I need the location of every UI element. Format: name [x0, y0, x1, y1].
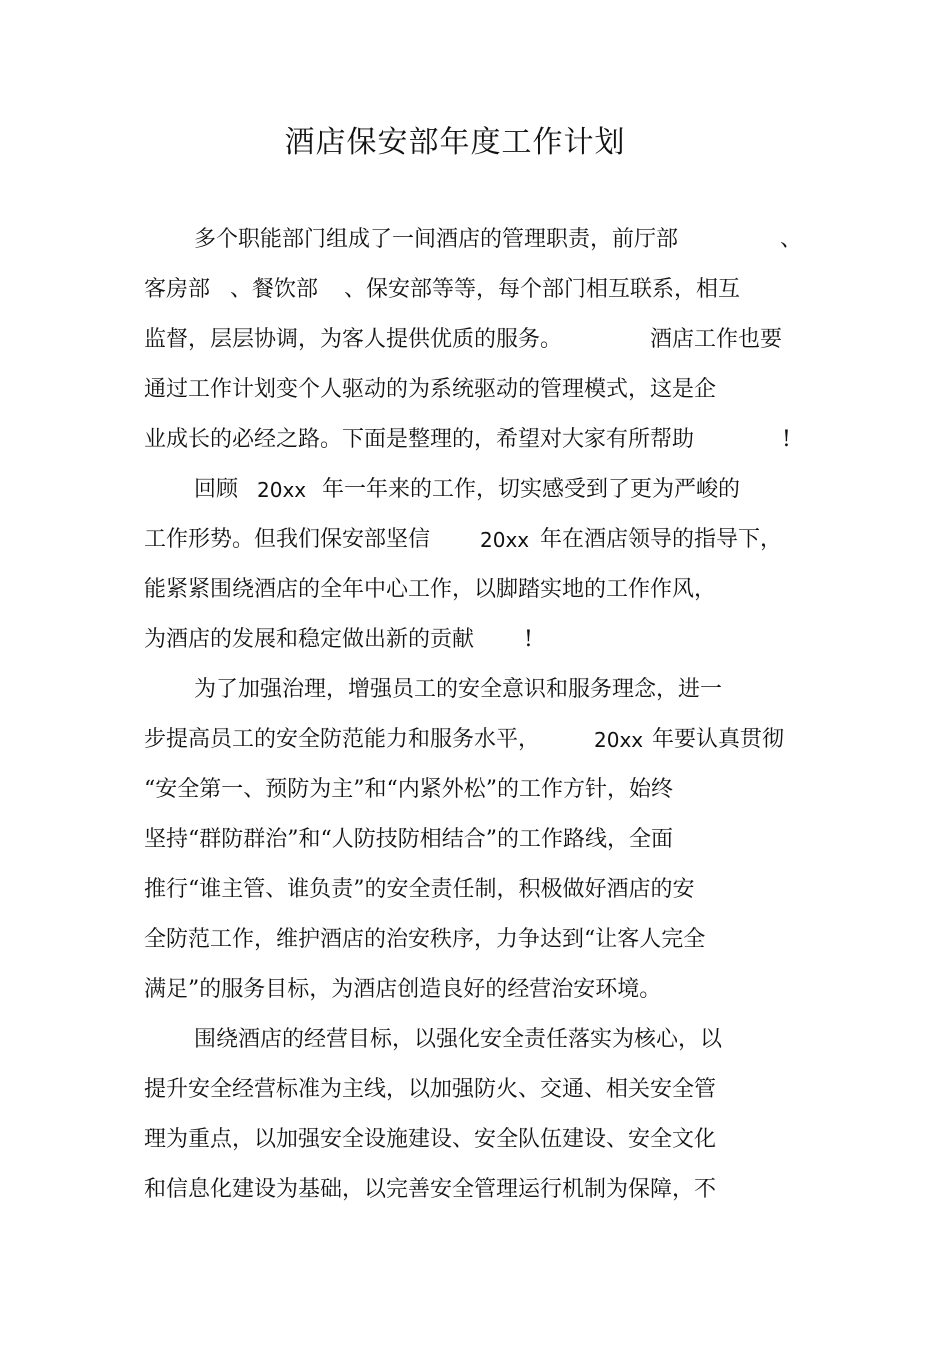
paragraph-line — [144, 471, 804, 509]
text-segment: 围绕酒店的经营目标，以强化安全责任落实为核心，以 — [194, 1027, 723, 1052]
paragraph-line — [144, 1171, 804, 1209]
text-segment: 年在酒店领导的指导下， — [540, 527, 783, 552]
text-segment: 工作形势。但我们保安部坚信 — [144, 527, 431, 552]
paragraph-line — [144, 1121, 804, 1159]
paragraph-line — [144, 771, 804, 809]
text-segment: 酒店工作也要 — [650, 327, 783, 352]
text-segment: 全防范工作，维护酒店的治安秩序，力争达到“让客人完全 — [144, 927, 706, 952]
text-segment: 回顾 — [194, 477, 239, 502]
document-title: 酒店保安部年度工作计划 — [284, 125, 626, 160]
paragraph-line — [144, 621, 804, 659]
text-segment: 能紧紧围绕酒店的全年中心工作，以脚踏实地的工作作风， — [144, 577, 717, 602]
paragraph-line — [144, 821, 804, 859]
paragraph-line — [144, 421, 804, 459]
text-segment: 20xx — [480, 528, 530, 552]
text-segment: 、餐饮部 — [230, 277, 319, 302]
text-segment: 年要认真贯彻 — [652, 727, 785, 752]
text-segment: 为了加强治理，增强员工的安全意识和服务理念，进一 — [194, 677, 723, 702]
paragraph-line — [144, 971, 804, 1009]
text-segment: 和信息化建设为基础，以完善安全管理运行机制为保障，不 — [144, 1177, 717, 1202]
paragraph-line — [144, 921, 804, 959]
text-segment: 满足”的服务目标，为酒店创造良好的经营治安环境。 — [144, 977, 662, 1002]
paragraph-line — [144, 271, 804, 309]
text-segment: 、保安部等等，每个部门相互联系，相互 — [344, 277, 741, 302]
paragraph-line — [144, 371, 804, 409]
paragraph-line — [144, 521, 804, 559]
text-segment: 提升安全经营标准为主线，以加强防火、交通、相关安全管 — [144, 1077, 717, 1102]
text-segment: 推行“谁主管、谁负责”的安全责任制，积极做好酒店的安 — [144, 877, 695, 902]
text-segment: 监督，层层协调，为客人提供优质的服务。 — [144, 327, 563, 352]
text-segment: 业成长的必经之路。下面是整理的，希望对大家有所帮助 — [144, 427, 695, 452]
paragraph-line — [144, 871, 804, 909]
text-segment: 20xx — [257, 478, 307, 502]
text-segment: ! — [782, 427, 791, 452]
paragraph-line — [144, 671, 804, 709]
paragraph-line — [144, 221, 804, 259]
paragraph-line — [144, 1021, 804, 1059]
text-segment: 步提高员工的安全防范能力和服务水平， — [144, 727, 541, 752]
text-segment: “安全第一、预防为主”和“内紧外松”的工作方针，始终 — [144, 777, 673, 802]
text-segment: 坚持“群防群治”和“人防技防相结合”的工作路线，全面 — [144, 827, 673, 852]
text-segment: 、 — [780, 227, 803, 252]
text-segment: 通过工作计划变个人驱动的为系统驱动的管理模式，这是企 — [144, 377, 717, 402]
text-segment: ! — [524, 627, 533, 652]
text-segment: 理为重点，以加强安全设施建设、安全队伍建设、安全文化 — [144, 1127, 717, 1152]
text-segment: 20xx — [594, 728, 644, 752]
paragraph-line — [144, 1071, 804, 1109]
text-segment: 多个职能部门组成了一间酒店的管理职责，前厅部 — [194, 227, 679, 252]
paragraph-line — [144, 321, 804, 359]
paragraph-line — [144, 571, 804, 609]
text-segment: 为酒店的发展和稳定做出新的贡献 — [144, 627, 475, 652]
text-segment: 客房部 — [144, 277, 211, 302]
paragraph-line — [144, 721, 804, 759]
text-segment: 年一年来的工作，切实感受到了更为严峻的 — [322, 477, 741, 502]
